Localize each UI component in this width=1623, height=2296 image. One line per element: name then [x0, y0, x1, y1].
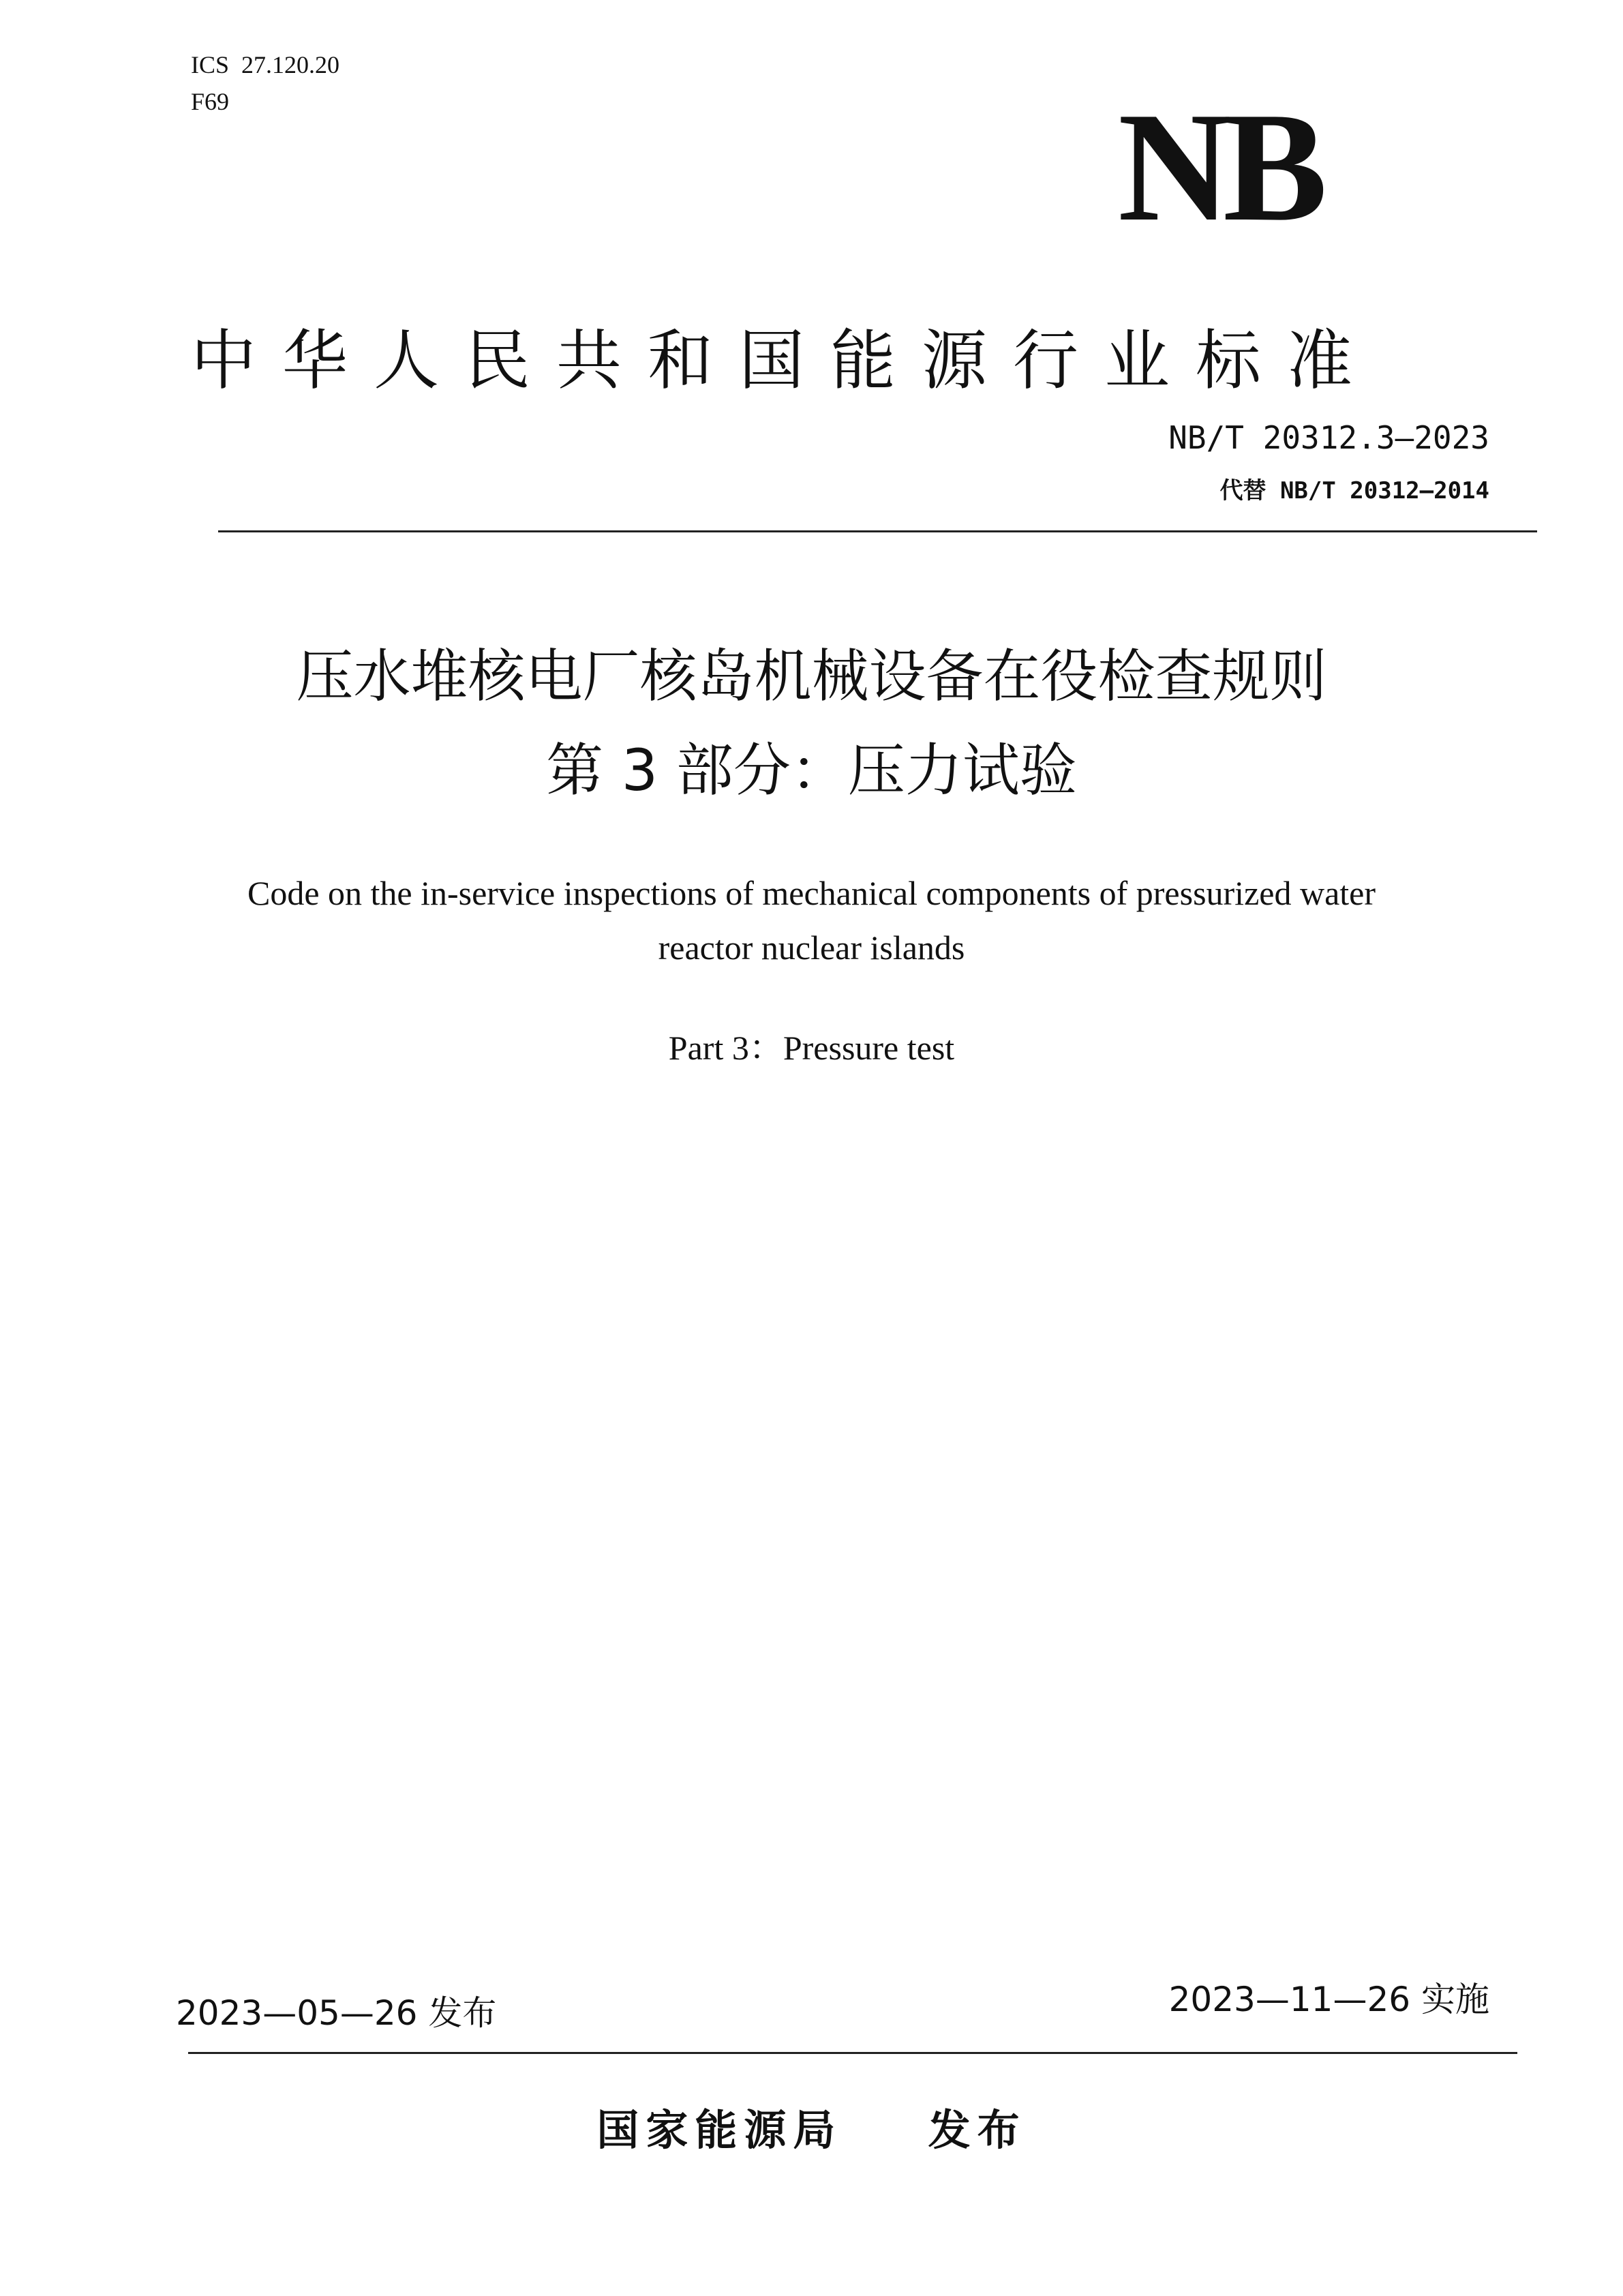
ccs-number: F69 — [191, 88, 230, 115]
en-part-title: Part 3：Pressure test — [668, 1029, 955, 1067]
standard-code: NB/T 20312.3—2023 — [1168, 419, 1489, 456]
ics-number: ICS 27.120.20 — [191, 51, 340, 78]
standard-category-title: 中华人民共和国能源行业标准 — [191, 324, 1378, 397]
nb-logo: NB — [1118, 80, 1320, 254]
top-divider — [218, 530, 1537, 532]
ics-code — [191, 46, 339, 120]
replaces-code: 代替 NB/T 20312—2014 — [1219, 477, 1489, 504]
issuer: 国家能源局 发布 — [596, 2105, 1027, 2155]
zh-title-line2: 第 3 部分：压力试验 — [546, 737, 1077, 804]
zh-title-line1: 压水堆核电厂核岛机械设备在役检查规则 — [296, 643, 1327, 710]
effective-date: 2023—11—26 实施 — [1168, 1980, 1489, 2019]
issue-date: 2023—05—26 发布 — [176, 1993, 497, 2033]
bottom-divider — [188, 2052, 1517, 2054]
en-title-line1: Code on the in-service inspections of mechanical components of pressurized water — [247, 874, 1376, 912]
en-title-line2: reactor nuclear islands — [658, 928, 965, 967]
